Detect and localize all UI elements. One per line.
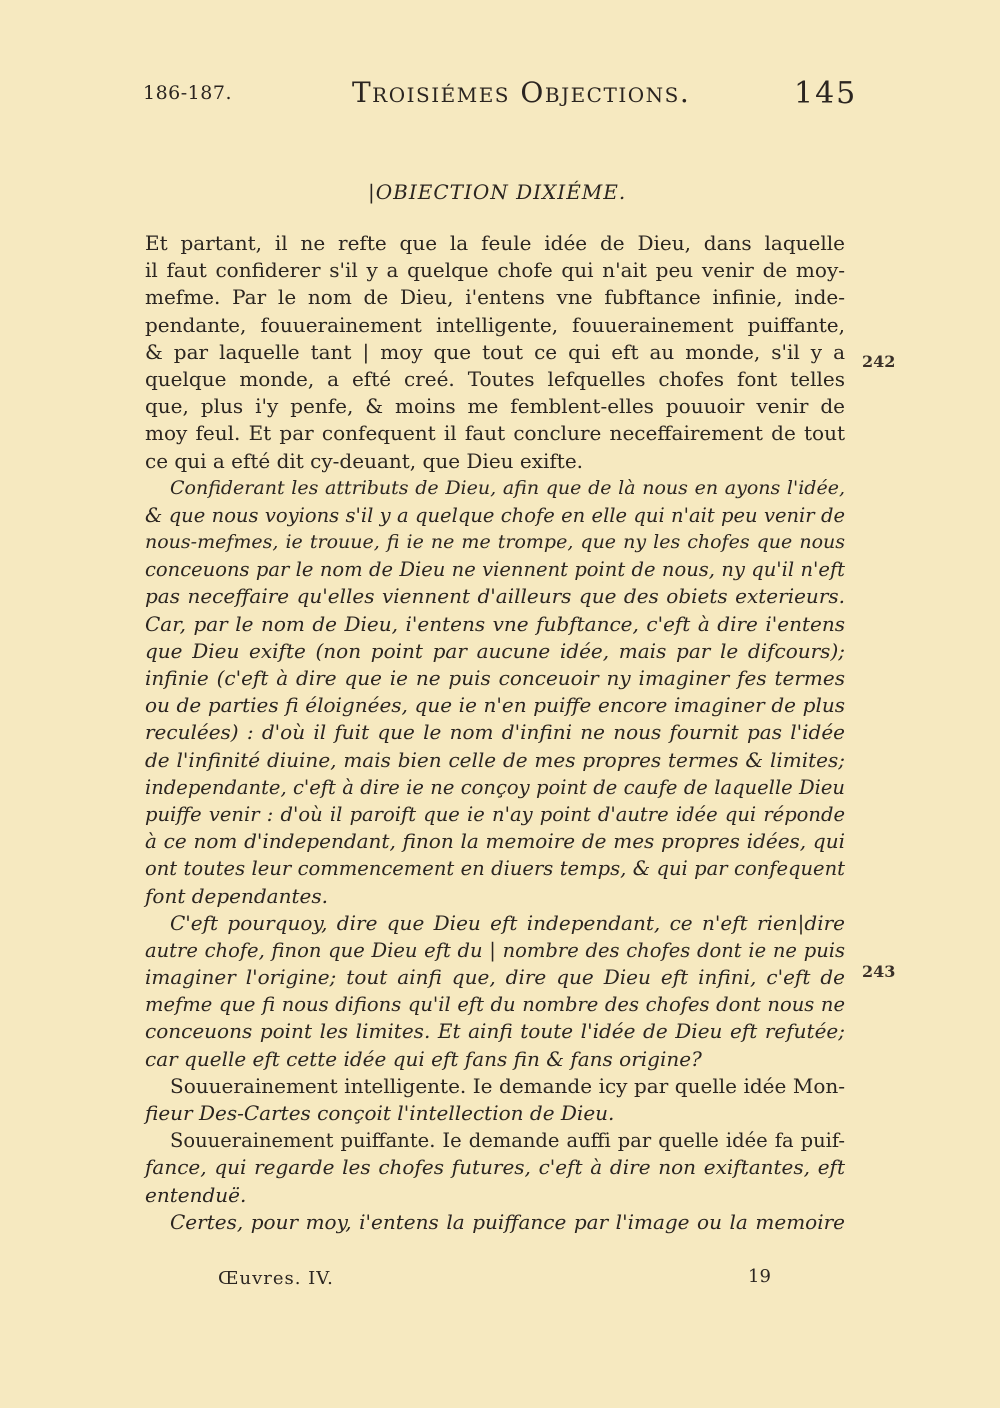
- text-line: conceuons par le nom de Dieu ne viennent point de nous, ny qu'il n'eft: [145, 558, 845, 582]
- text-line: ou de parties fi éloignées, que ie n'en puiffe encore imaginer de plus: [145, 693, 845, 718]
- text-line: fance, qui regarde les chofes futures, c'eft à dire non exiftantes, eft: [145, 1155, 845, 1180]
- text-line: ont toutes leur commencement en diuers temps, & qui par confequent: [145, 857, 845, 881]
- text-line: Souuerainement intelligente. Ie demande icy par quelle idée Mon-: [170, 1073, 845, 1098]
- text-line: Certes, pour moy, i'entens la puiffance par l'image ou la memoire: [170, 1209, 845, 1234]
- text-line: mefme que fi nous difions qu'il eft du nombre des chofes dont nous ne: [145, 993, 845, 1017]
- text-line: moy feul. Et par confequent il faut conclure neceffairement de tout: [145, 421, 845, 446]
- text-line: entenduë.: [145, 1182, 247, 1207]
- text-line: nous-mefmes, ie trouue, fi ie ne me trompe, que ny les chofes que nous: [145, 531, 845, 554]
- text-line: puiffe venir : d'où il paroift que ie n'ay point d'autre idée qui réponde: [145, 802, 845, 826]
- section-title: |OBIECTION DIXIÉME.: [368, 180, 627, 204]
- text-line: Souuerainement puiffante. Ie demande auffi par quelle idée fa puif-: [170, 1129, 845, 1153]
- text-line: & que nous voyions s'il y a quelque chofe en elle qui n'ait peu venir de: [145, 503, 845, 527]
- text-line: pas neceffaire qu'elles viennent d'ailleurs que des obiets exterieurs.: [145, 584, 845, 609]
- text-line: infinie (c'eft à dire que ie ne puis conceuoir ny imaginer fes termes: [145, 666, 845, 690]
- text-line: C'eft pourquoy, dire que Dieu eft independant, ce n'eft rien|dire: [170, 910, 845, 935]
- text-line: imaginer l'origine; tout ainfi que, dire que Dieu eft infini, c'eft de: [145, 965, 845, 990]
- text-line: pendante, fouuerainement intelligente, fouuerainement puiffante,: [145, 312, 845, 337]
- text-line: quelque monde, a efté creé. Toutes lefquelles chofes font telles: [145, 366, 845, 391]
- text-line: Et partant, il ne refte que la feule idée de Dieu, dans laquelle: [145, 231, 845, 255]
- text-line: que Dieu exifte (non point par aucune idée, mais par le difcours);: [145, 638, 845, 663]
- text-line: Confiderant les attributs de Dieu, afin que de là nous en ayons l'idée,: [170, 476, 845, 499]
- text-line: autre chofe, finon que Dieu eft du | nombre des chofes dont ie ne puis: [145, 938, 845, 962]
- footer-volume: Œuvres. IV.: [218, 1268, 334, 1289]
- text-line: Car, par le nom de Dieu, i'entens vne fubftance, c'eft à dire i'entens: [145, 611, 845, 636]
- text-line: mefme. Par le nom de Dieu, i'entens vne fubftance infinie, inde-: [145, 285, 845, 310]
- page-range: 186-187.: [143, 82, 232, 104]
- text-line: que, plus i'y penfe, & moins me femblent-elles pouuoir venir de: [145, 394, 845, 419]
- text-line: car quelle eft cette idée qui eft fans fin & fans origine?: [145, 1046, 702, 1071]
- margin-reference-number: 242: [862, 352, 896, 371]
- text-line: reculées) : d'où il fuit que le nom d'infini ne nous fournit pas l'idée: [145, 720, 845, 745]
- text-line: ce qui a efté dit cy-deuant, que Dieu exifte.: [145, 448, 584, 473]
- text-line: conceuons point les limites. Et ainfi toute l'idée de Dieu eft refutée;: [145, 1019, 845, 1044]
- text-line: & par laquelle tant | moy que tout ce qui eft au monde, s'il y a: [145, 339, 845, 364]
- running-title: Troisiémes Objections.: [352, 76, 691, 109]
- text-line: de l'infinité diuine, mais bien celle de mes propres termes & limites;: [145, 747, 845, 772]
- margin-reference-number: 243: [862, 962, 896, 981]
- text-line: à ce nom d'independant, finon la memoire de mes propres idées, qui: [145, 829, 845, 854]
- text-line: fieur Des-Cartes conçoit l'intellection de Dieu.: [145, 1101, 615, 1125]
- text-line: font dependantes.: [145, 883, 328, 908]
- page-number: 145: [794, 76, 858, 111]
- body-text: [145, 230, 845, 1236]
- footer-signature: 19: [748, 1266, 771, 1287]
- text-line: independante, c'eft à dire ie ne conçoy point de caufe de laquelle Dieu: [145, 775, 845, 799]
- text-line: il faut confiderer s'il y a quelque chofe qui n'ait peu venir de moy-: [145, 258, 845, 283]
